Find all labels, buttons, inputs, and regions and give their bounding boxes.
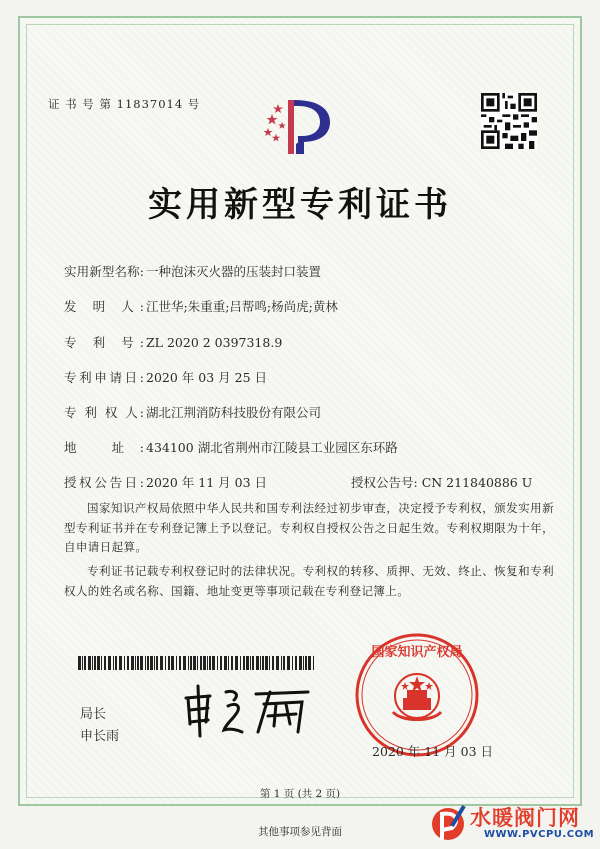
field-value: 一种泡沫灭火器的压装封口装置: [146, 264, 322, 279]
page-number: 第 1 页 (共 2 页): [259, 788, 341, 800]
certificate-number: 证 书 号 第 11837014 号: [48, 97, 201, 111]
field-label: 授权公告号:: [351, 475, 418, 490]
field-value: 湖北江荆消防科技股份有限公司: [146, 405, 322, 420]
field-patentee: [64, 403, 321, 421]
field-value: CN 211840886 U: [421, 475, 533, 490]
field-label: 实用新型名称:: [64, 264, 144, 279]
barcode-icon: [78, 656, 318, 670]
certificate-title: 实用新型专利证书: [148, 185, 452, 225]
paragraph-grant-decision: 国家知识产权局依照中华人民共和国专利法经过初步审查，决定授予专利权，颁发实用新型专利证书并在专利登记簿上予以登记。专利权自授权公告之日起生效。专利权期限为十年，自申请日起算。: [64, 501, 554, 554]
director-name: 申长雨: [80, 729, 120, 744]
footer-note: 其他事项参见背面: [258, 826, 342, 838]
qr-code-icon: [481, 93, 537, 149]
paragraph-legal-status: 专利证书记载专利权登记时的法律状况。专利权的转移、质押、无效、终止、恢复和专利权人的姓名或名称、国籍、地址变更等事项记载在专利登记簿上。: [64, 564, 554, 598]
seal-text: 国家知识产权局: [371, 645, 463, 660]
field-patent-number: [64, 333, 282, 351]
watermark-brand: 水暖阀门网: [470, 806, 580, 830]
field-label: 授权公告日:: [64, 475, 144, 490]
field-value: 2020 年 03 月 25 日: [146, 370, 267, 385]
cnipa-logo-icon: [258, 92, 338, 168]
field-address: [64, 438, 398, 456]
watermark-logo-icon: [430, 800, 470, 844]
field-label: 发 明 人:: [64, 299, 144, 314]
field-label: 地 址:: [64, 440, 144, 455]
director-title: 局长: [80, 707, 107, 722]
field-label: 专利申请日:: [64, 370, 144, 385]
field-utility-model-name: [64, 262, 321, 280]
field-value: 江世华;朱重重;吕帮鸣;杨尚虎;黄林: [146, 299, 338, 314]
field-value: 434100 湖北省荆州市江陵县工业园区东环路: [146, 440, 398, 455]
field-inventors: [64, 297, 338, 315]
director-signature: [178, 680, 318, 740]
watermark-url: WWW.PVCPU.COM: [484, 829, 595, 840]
field-grant-date: [64, 473, 267, 491]
field-value: 2020 年 11 月 03 日: [146, 475, 267, 490]
field-label: 专 利 号:: [64, 335, 144, 350]
field-value: ZL 2020 2 0397318.9: [146, 335, 283, 350]
issue-date: 2020 年 11 月 03 日: [372, 744, 493, 759]
field-label: 专 利 权 人:: [64, 405, 144, 420]
official-seal: [352, 630, 482, 760]
field-publication-number: [351, 473, 532, 491]
field-application-date: [64, 368, 267, 386]
